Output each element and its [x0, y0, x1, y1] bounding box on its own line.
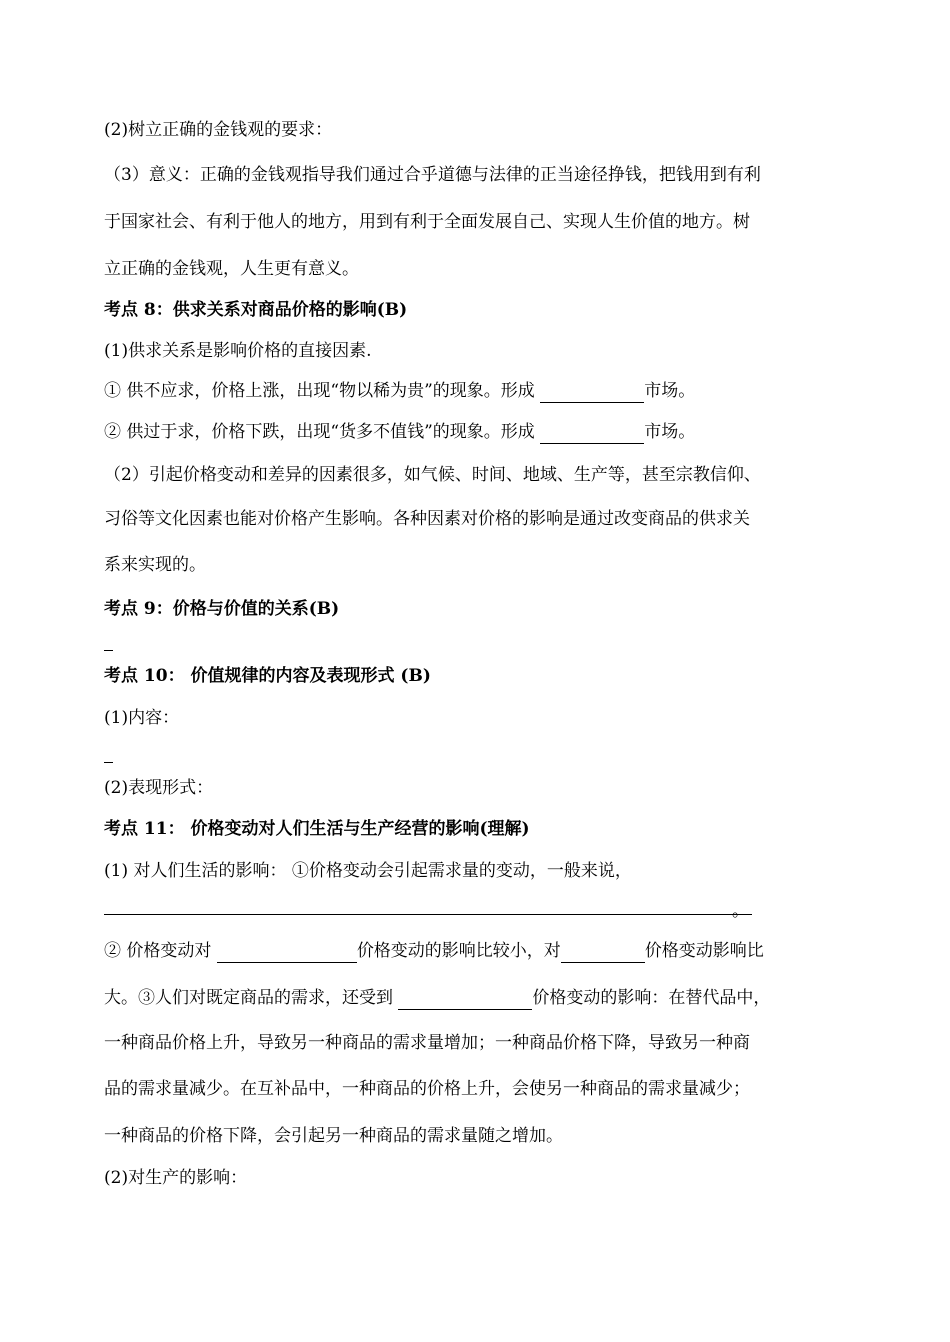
answer-blank	[217, 944, 357, 963]
answer-blank	[540, 384, 644, 403]
text-segment: 市场。	[644, 422, 696, 442]
section-heading-10: 考点 10： 价值规律的内容及表现形式 (B)	[104, 666, 431, 686]
text-line: 品的需求量减少。在互补品中，一种商品的价格上升，会使另一种商品的需求量减少；	[104, 1079, 750, 1099]
text-line: 立正确的金钱观，人生更有意义。	[104, 259, 359, 279]
blank-mark	[104, 650, 113, 651]
section-heading-8: 考点 8：供求关系对商品价格的影响(B)	[104, 300, 408, 320]
fill-in-line	[104, 939, 764, 963]
answer-blank	[398, 991, 532, 1010]
text-line: (2)对生产的影响：	[104, 1168, 248, 1188]
text-segment: 大。③人们对既定商品的需求，还受到	[104, 988, 399, 1008]
text-segment: ② 价格变动对	[104, 941, 217, 961]
section-heading-11: 考点 11： 价格变动对人们生活与生产经营的影响(理解)	[104, 819, 530, 839]
text-line: (1)内容：	[104, 708, 180, 728]
text-line: (2)树立正确的金钱观的要求：	[104, 120, 333, 140]
text-segment: 。	[732, 901, 749, 921]
fill-in-line	[104, 986, 770, 1010]
text-segment: 价格变动影响比	[644, 941, 764, 961]
text-line: 于国家社会、有利于他人的地方，用到有利于全面发展自己、实现人生价值的地方。树	[104, 212, 750, 232]
text-line: 系来实现的。	[104, 555, 206, 575]
text-line: （3）意义：正确的金钱观指导我们通过合乎道德与法律的正当途径挣钱，把钱用到有利	[104, 165, 761, 185]
text-segment: ① 供不应求，价格上涨，出现“物以稀为贵”的现象。形成	[104, 381, 541, 401]
text-segment: ② 供过于求，价格下跌，出现“货多不值钱”的现象。形成	[104, 422, 541, 442]
answer-line	[104, 914, 752, 915]
text-segment: 价格变动的影响：在替代品中，	[532, 988, 771, 1008]
text-line: （2）引起价格变动和差异的因素很多，如气候、时间、地域、生产等，甚至宗教信仰、	[104, 465, 761, 485]
fill-in-line	[104, 420, 695, 444]
text-line: (2)表现形式：	[104, 778, 214, 798]
text-line: (1)供求关系是影响价格的直接因素.	[104, 341, 372, 361]
answer-blank	[561, 944, 645, 963]
text-line: 习俗等文化因素也能对价格产生影响。各种因素对价格的影响是通过改变商品的供求关	[104, 509, 750, 529]
section-heading-9: 考点 9：价格与价值的关系(B)	[104, 599, 340, 619]
text-line: 一种商品价格上升，导致另一种商品的需求量增加；一种商品价格下降，导致另一种商	[104, 1033, 750, 1053]
text-line: (1) 对人们生活的影响： ①价格变动会引起需求量的变动，一般来说，	[104, 861, 632, 881]
text-segment: 市场。	[644, 381, 696, 401]
blank-mark	[104, 762, 113, 763]
text-segment: 价格变动的影响比较小，对	[356, 941, 561, 961]
text-line: 一种商品的价格下降，会引起另一种商品的需求量随之增加。	[104, 1126, 563, 1146]
fill-in-line	[104, 379, 695, 403]
answer-blank	[540, 425, 644, 444]
